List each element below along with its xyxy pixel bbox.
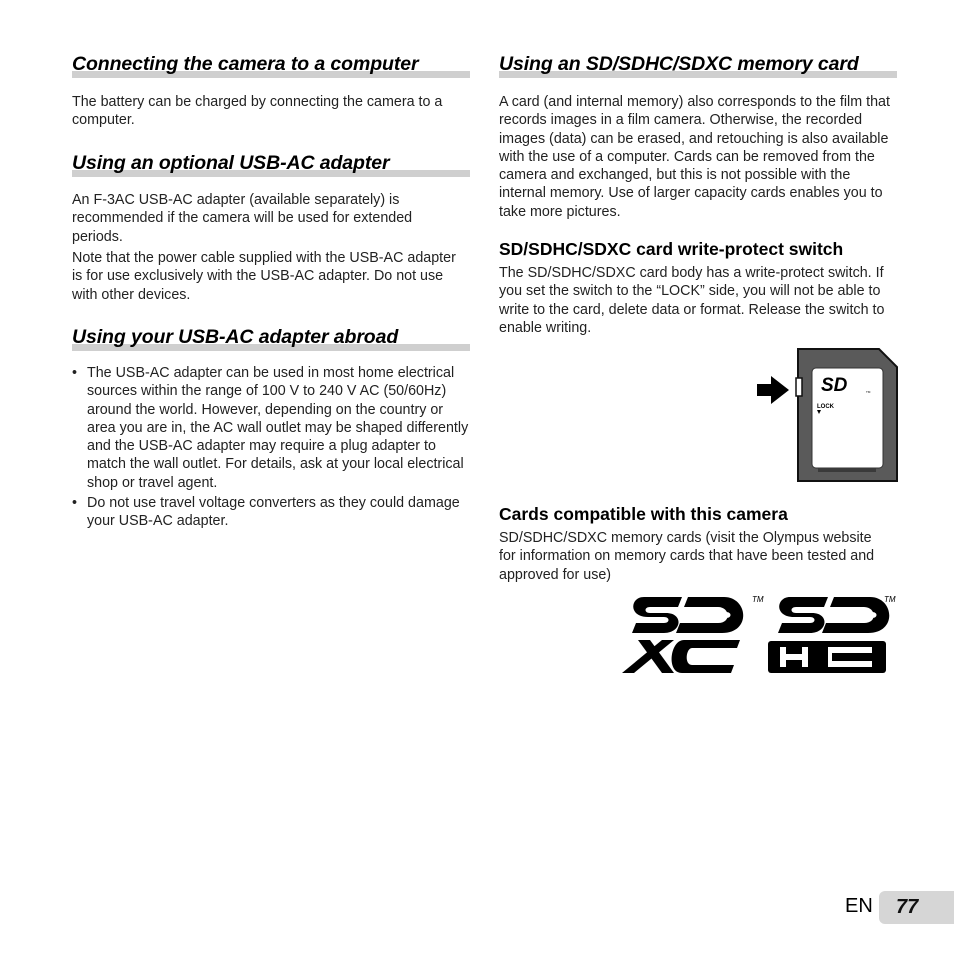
sd-logos (622, 593, 902, 677)
abroad-bullet-list (72, 364, 472, 533)
arrow-right-icon (757, 376, 789, 404)
section-heading-connecting (72, 53, 470, 78)
memory-card-body: A card (and internal memory) also corresponds to the film that records images in a film camera. Otherwise, the recorded images (data) can be erased, and retouching is also available with the use of a computer. Cards can be removed from the camera and exchanged, but this is not possible with the internal memory. Use of larger capacity cards enables you to take more pictures. (499, 94, 890, 220)
sd-card-illustration (755, 346, 900, 484)
connecting-body: The battery can be charged by connecting the camera to a computer. (72, 94, 443, 129)
optional-adapter-para-1: An F-3AC USB-AC adapter (available separately) is recommended if the camera will be used for extended periods. (72, 192, 413, 245)
card-sd-logo: SD (821, 375, 848, 396)
sdxc-tm: TM (752, 595, 764, 604)
optional-adapter-para-2: Note that the power cable supplied with the USB-AC adapter is for use exclusively with the USB-AC adapter. Do not use with other devices. (72, 250, 456, 303)
section-heading-abroad (72, 326, 470, 351)
write-protect-title: SD/SDHC/SDXC card write-protect switch (499, 239, 844, 259)
sdhc-logo (768, 595, 896, 673)
page-footer (839, 891, 954, 924)
memory-card-title: Using an SD/SDHC/SDXC memory card (499, 53, 859, 75)
card-tm: TM (866, 390, 871, 394)
language-label: EN (845, 895, 873, 917)
abroad-bullet-2: Do not use travel voltage converters as they could damage your USB-AC adapter. (87, 495, 460, 530)
sd-card-body (796, 349, 897, 481)
write-protect-body: The SD/SDHC/SDXC card body has a write-protect switch. If you set the switch to the “LOCK” side, you will not be able to write to the card, delete data or format. Release the switch to enable writing. (499, 265, 885, 336)
list-item: • Do not use travel voltage converters as they could damage your USB-AC adapter. (72, 495, 460, 530)
sdxc-logo (622, 595, 764, 673)
abroad-bullet-1: The USB-AC adapter can be used in most home electrical sources within the range of 100 V to 240 V AC (50/60Hz) around the world. However, depending on the country or area you are in, the AC wall outlet may be shaped differently and the USB-AC adapter may require a plug adapter to match the wall outlet. For details, ask at your local electrical shop or travel agent. (87, 365, 469, 491)
card-lock-label: LOCK (817, 404, 834, 410)
list-item: • The USB-AC adapter can be used in most home electrical sources within the range of 100 V to 240 V AC (50/60Hz) around the world. However, depending on the country or area you are in, the AC wall outlet may be shaped differently and the USB-AC adapter may require a plug adapter to match the wall outlet. For details, ask at your local electrical shop or travel agent. (72, 365, 469, 491)
connecting-title: Connecting the camera to a computer (72, 53, 419, 75)
section-heading-optional-adapter (72, 152, 470, 177)
optional-adapter-title: Using an optional USB-AC adapter (72, 152, 390, 174)
page-number-tab (879, 891, 954, 924)
section-heading-memory-card (499, 53, 897, 78)
compatible-title: Cards compatible with this camera (499, 504, 788, 524)
page-number: 77 (896, 896, 919, 918)
card-contact-strip (818, 468, 876, 472)
write-protect-switch (796, 378, 802, 396)
abroad-title: Using your USB-AC adapter abroad (72, 326, 399, 348)
compatible-body: SD/SDHC/SDXC memory cards (visit the Olympus website for information on memory cards that have been tested and approved for use) (499, 530, 875, 583)
sdhc-tm: TM (884, 595, 896, 604)
